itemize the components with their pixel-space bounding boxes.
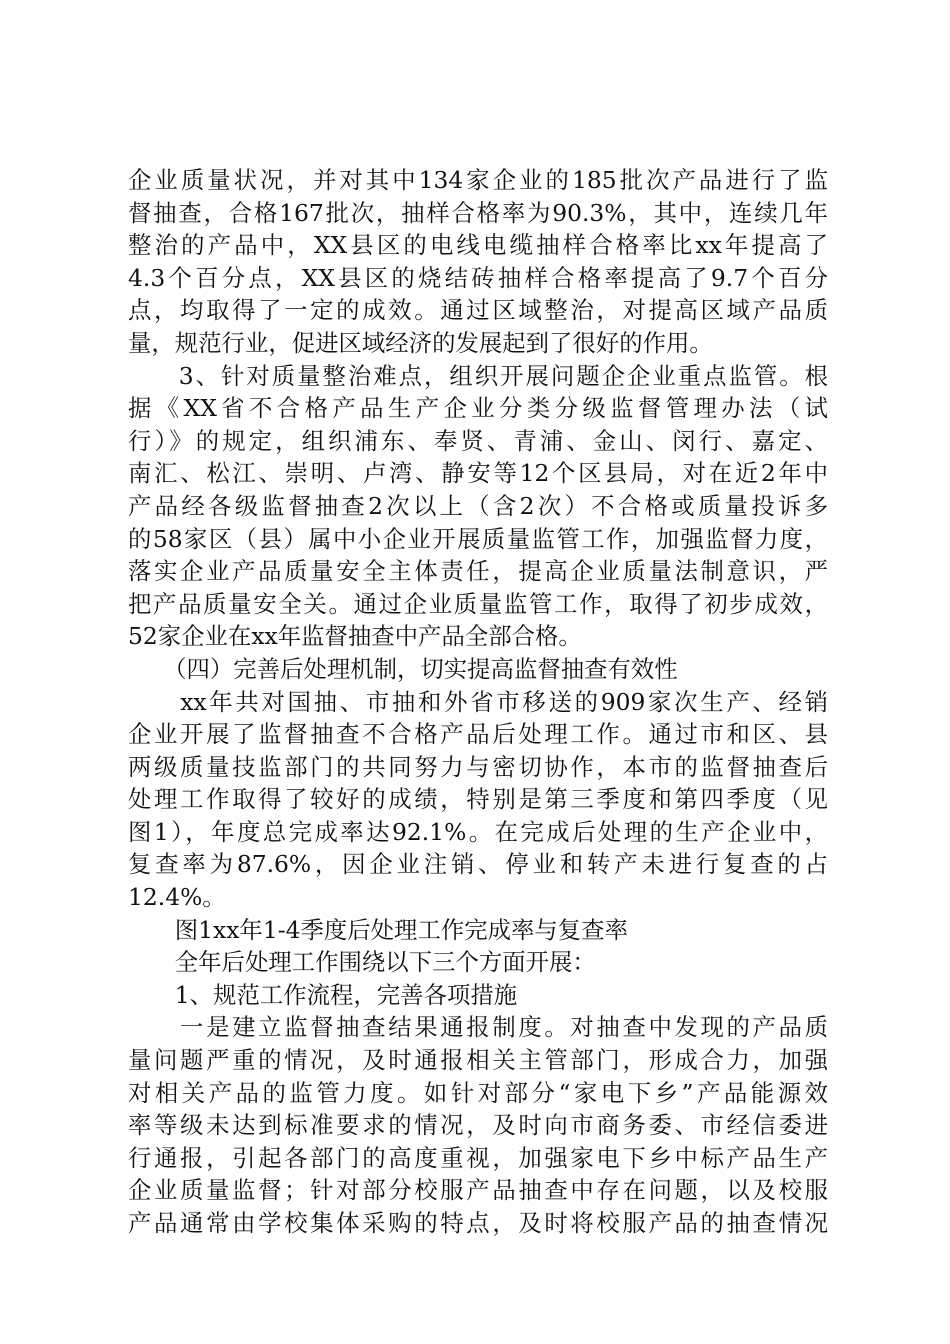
text-line: 整治的产品中，XX县区的电线电缆抽样合格率比xx年提高了 (128, 231, 828, 260)
text-line: 产品经各级监督抽查2次以上（含2次）不合格或质量投诉多 (128, 491, 828, 520)
text-line: 复查率为87.6%，因企业注销、停业和转产未进行复查的占 (128, 850, 828, 879)
text-line: 处理工作取得了较好的成绩，特别是第三季度和第四季度（见 (128, 785, 828, 814)
text-line: 产品通常由学校集体采购的特点，及时将校服产品的抽查情况 (128, 1209, 828, 1237)
text-line: 4.3个百分点，XX县区的烧结砖抽样合格率提高了9.7个百分 (128, 263, 828, 292)
text-line: 52家企业在xx年监督抽查中产品全部合格。 (128, 622, 582, 651)
text-line: 行通报，引起各部门的高度重视，加强家电下乡中标产品生产 (128, 1143, 828, 1172)
text-line: 企业开展了监督抽查不合格产品后处理工作。通过市和区、县 (128, 720, 828, 749)
document-body (128, 164, 828, 1240)
text-line: 量，规范行业，促进区域经济的发展起到了很好的作用。 (128, 328, 713, 357)
text-line: （四）完善后处理机制，切实提高监督抽查有效性 (128, 654, 678, 683)
text-line: 12.4%。 (128, 883, 226, 912)
text-line: 督抽查，合格167批次，抽样合格率为90.3%，其中，连续几年 (128, 198, 828, 227)
text-line: 量问题严重的情况，及时通报相关主管部门，形成合力，加强 (128, 1046, 828, 1075)
text-line: 两级质量技监部门的共同努力与密切协作，本市的监督抽查后 (128, 752, 828, 781)
text-line: 3、针对质量整治难点，组织开展问题企企业重点监管。根 (128, 361, 828, 390)
text-line: 落实企业产品质量安全主体责任，提高企业质量法制意识，严 (128, 557, 828, 586)
text-line: 一是建立监督抽查结果通报制度。对抽查中发现的产品质 (128, 1013, 828, 1042)
text-line: 全年后处理工作围绕以下三个方面开展： (128, 948, 596, 977)
text-line: 1、规范工作流程，完善各项措施 (128, 980, 518, 1009)
text-line: 企业质量状况，并对其中134家企业的185批次产品进行了监 (128, 166, 828, 194)
text-line: 率等级未达到标准要求的情况，及时向市商务委、市经信委进 (128, 1111, 828, 1140)
text-line: 对相关产品的监管力度。如针对部分“家电下乡”产品能源效 (128, 1078, 828, 1107)
text-line: 的58家区（县）属中小企业开展质量监管工作，加强监督力度， (128, 524, 828, 553)
text-line: 图1），年度总完成率达92.1%。在完成后处理的生产企业中， (128, 817, 828, 846)
text-line: 把产品质量安全关。通过企业质量监管工作，取得了初步成效， (128, 589, 828, 618)
text-line: xx年共对国抽、市抽和外省市移送的909家次生产、经销 (128, 687, 828, 716)
text-line: 南汇、松江、崇明、卢湾、静安等12个区县局，对在近2年中 (128, 459, 828, 488)
text-line: 企业质量监督；针对部分校服产品抽查中存在问题，以及校服 (128, 1176, 828, 1205)
text-line: 点，均取得了一定的成效。通过区域整治，对提高区域产品质 (128, 296, 828, 325)
text-line: 图1xx年1-4季度后处理工作完成率与复查率 (128, 915, 628, 944)
text-line: 行）》的规定，组织浦东、奉贤、青浦、金山、闵行、嘉定、 (128, 426, 828, 455)
text-line: 据《XX省不合格产品生产企业分类分级监督管理办法（试 (128, 394, 828, 423)
